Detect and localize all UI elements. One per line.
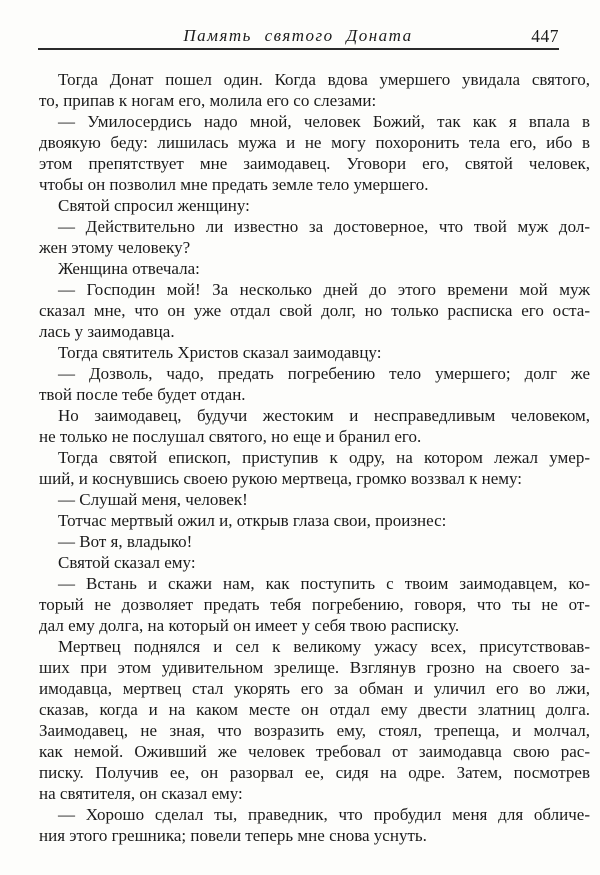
text-line: Тогда Донат пошел один. Когда вдова умершего увидала святого, — [58, 70, 590, 89]
running-title: Память святого Доната — [183, 26, 413, 45]
text-line: ший, и коснувшись своею рукою мертвеца, громко воззвал к нему: — [39, 469, 523, 488]
text-line: чтобы он позволил мне предать земле тело умершего. — [39, 175, 429, 194]
page-number: 447 — [531, 26, 559, 46]
text-line: Но заимодавец, будучи жестоким и несправедливым человеком, — [58, 406, 590, 425]
text-line: — Встань и скажи нам, как поступить с твоим заимодавцем, ко- — [58, 574, 590, 593]
paragraph — [39, 804, 590, 846]
text-line: торый не дозволяет предать тебя погребению, говоря, что ты не от- — [39, 595, 590, 614]
text-line: жен этому человеку? — [39, 238, 191, 257]
paragraph — [39, 552, 590, 573]
paragraph — [39, 342, 590, 363]
paragraph — [39, 195, 590, 216]
text-line: Тогда святой епископ, приступив к одру, на котором лежал умер- — [58, 448, 590, 467]
text-line: Тогда святитель Христов сказал заимодавцу: — [58, 343, 382, 362]
text-line: как немой. Оживший же человек требовал от заимодавца свою рас- — [39, 742, 590, 761]
paragraph — [39, 489, 590, 510]
text-line: — Действительно ли известно за достоверное, что твой муж дол- — [58, 217, 590, 236]
text-line: — Умилосердись надо мной, человек Божий, так как я впала в — [58, 112, 590, 131]
text-line: — Вот я, владыко! — [58, 532, 193, 551]
text-line: сказал мне, что он уже отдал свой долг, но только расписка его оста- — [39, 301, 590, 320]
text-line: Святой сказал ему: — [58, 553, 196, 572]
text-line: двоякую беду: лишилась мужа и не могу похоронить тела его, ибо в — [39, 133, 590, 152]
body-text — [39, 69, 590, 846]
text-line: имодавца, мертвец стал укорять его за обман и уличил его во лжи, — [39, 679, 590, 698]
paragraph — [39, 447, 590, 489]
text-line: лась у заимодавца. — [39, 322, 175, 341]
paragraph — [39, 216, 590, 258]
text-line: твой после тебе будет отдан. — [39, 385, 246, 404]
text-line: сказав, когда и на каком месте он отдал ему двести златниц долга. — [39, 700, 590, 719]
text-line: ших при этом удивительном зрелище. Взглянув грозно на своего за- — [39, 658, 590, 677]
text-line: писку. Получив ее, он разорвал ее, сидя на одре. Затем, посмотрев — [39, 763, 590, 782]
text-line: то, припав к ногам его, молила его со слезами: — [39, 91, 377, 110]
text-line: Тотчас мертвый ожил и, открыв глаза свои, произнес: — [58, 511, 447, 530]
paragraph — [39, 258, 590, 279]
paragraph — [39, 363, 590, 405]
text-line: на святителя, он сказал ему: — [39, 784, 243, 803]
paragraph — [39, 636, 590, 804]
page-header — [38, 26, 558, 48]
text-line: не только не послушал святого, но еще и бранил его. — [39, 427, 422, 446]
text-line: ния этого грешника; повели теперь мне снова уснуть. — [39, 826, 427, 845]
text-line: Святой спросил женщину: — [58, 196, 250, 215]
paragraph — [39, 510, 590, 531]
text-line: Мертвец поднялся и сел к великому ужасу всех, присутствовав- — [58, 637, 590, 656]
text-line: — Дозволь, чадо, предать погребению тело умершего; долг же — [58, 364, 590, 383]
paragraph — [39, 405, 590, 447]
text-line: Женщина отвечала: — [58, 259, 200, 278]
paragraph — [39, 279, 590, 342]
text-line: — Господин мой! За несколько дней до этого времени мой муж — [58, 280, 590, 299]
text-line: дал ему долга, на который он имеет у себя твою расписку. — [39, 616, 460, 635]
text-line: этом препятствует мне заимодавец. Уговори его, святой человек, — [39, 154, 590, 173]
text-line: — Хорошо сделал ты, праведник, что пробудил меня для обличе- — [58, 805, 590, 824]
text-line: — Слушай меня, человек! — [58, 490, 248, 509]
paragraph — [39, 573, 590, 636]
text-line: Заимодавец, не зная, что возразить ему, стоял, трепеща, и молчал, — [39, 721, 590, 740]
paragraph — [39, 111, 590, 195]
paragraph — [39, 69, 590, 111]
header-rule — [38, 48, 559, 50]
paragraph — [39, 531, 590, 552]
